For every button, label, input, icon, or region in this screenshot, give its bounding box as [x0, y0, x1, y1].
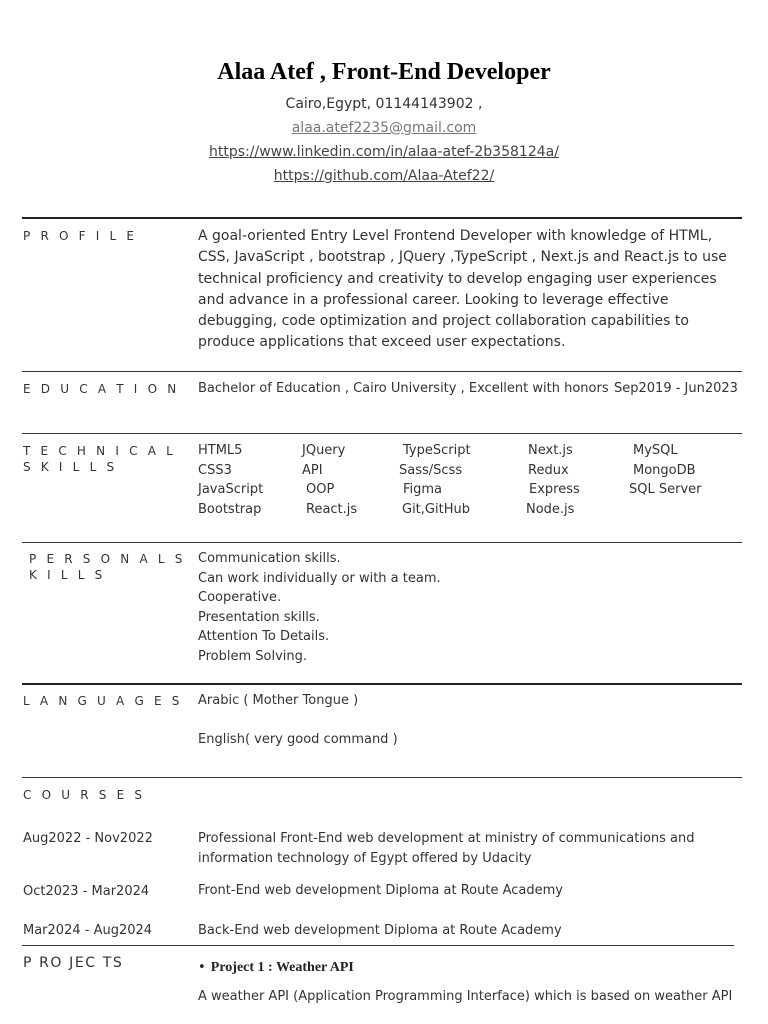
- bullet-icon: •: [198, 960, 206, 975]
- list-item: Cooperative.: [198, 590, 282, 606]
- skills-column-2: [302, 441, 357, 519]
- skill-item: Next.js: [528, 443, 573, 458]
- skill-item: OOP: [306, 482, 335, 498]
- skill-item: React.js: [306, 501, 358, 517]
- course-description: Front-End web development Diploma at Route Academy: [198, 883, 563, 898]
- education-heading: E D U C A T I O N: [23, 382, 180, 396]
- course-dates: Mar2024 - Aug2024: [23, 923, 153, 938]
- skill-item: Sass/Scss: [399, 462, 463, 478]
- skills-column-1: [198, 441, 263, 519]
- divider: [22, 777, 742, 778]
- divider: [22, 217, 742, 219]
- profile-heading: P R O F I L E: [23, 229, 138, 243]
- skill-item: Node.js: [526, 501, 575, 517]
- skill-item: MongoDB: [633, 462, 696, 478]
- skill-item: TypeScript: [403, 443, 471, 458]
- course-dates: Aug2022 - Nov2022: [23, 831, 153, 846]
- resume-name: Alaa Atef , Front-End Developer: [217, 59, 551, 85]
- list-item: Problem Solving.: [198, 648, 308, 664]
- list-item: Communication skills.: [198, 551, 341, 566]
- divider: [22, 433, 742, 434]
- course-description: [198, 829, 695, 868]
- skill-item: Figma: [403, 482, 443, 498]
- divider: [22, 371, 742, 372]
- list-item: Presentation skills.: [198, 609, 320, 625]
- project-description: A weather API (Application Programming Interface) which is based on weather API: [198, 989, 733, 1004]
- technical-skills-heading: T E C H N I C A L S K I L L S: [23, 444, 177, 474]
- skill-item: HTML5: [198, 443, 243, 458]
- location-phone: Cairo,Egypt, 01144143902 ,: [285, 96, 483, 112]
- linkedin-link[interactable]: https://www.linkedin.com/in/alaa-atef-2b358124a/: [209, 144, 559, 160]
- projects-heading: P RO JEC TS: [23, 955, 124, 971]
- personal-skills-heading: P E R S O N A L S K I L L S: [29, 552, 186, 582]
- divider: [22, 542, 742, 543]
- divider: [22, 945, 734, 946]
- list-item: Attention To Details.: [198, 629, 330, 645]
- course-line: Professional Front-End web development at ministry of communications and: [198, 831, 695, 846]
- divider: [22, 683, 742, 685]
- language-item: Arabic ( Mother Tongue ): [198, 693, 359, 708]
- skill-item: Bootstrap: [198, 501, 262, 517]
- skill-item: MySQL: [633, 443, 678, 458]
- list-item: Can work individually or with a team.: [198, 570, 441, 586]
- skill-item: API: [302, 462, 323, 478]
- language-item: English( very good command ): [198, 732, 398, 747]
- email-link[interactable]: alaa.atef2235@gmail.com: [291, 120, 477, 136]
- courses-heading: C O U R S E S: [23, 788, 146, 802]
- skills-column-5: [629, 441, 702, 500]
- skills-column-3: [399, 441, 471, 519]
- skill-item: CSS3: [198, 462, 232, 478]
- personal-skills-list: [198, 549, 441, 667]
- education-dates: Sep2019 - Jun2023: [614, 381, 738, 396]
- skill-item: Git,GitHub: [402, 501, 470, 517]
- skill-item: SQL Server: [629, 482, 702, 498]
- languages-heading: L A N G U A G E S: [23, 694, 183, 708]
- project-item: [198, 956, 354, 976]
- education-degree: Bachelor of Education , Cairo University , Excellent with honors: [198, 381, 609, 396]
- profile-text: A goal-oriented Entry Level Frontend Developer with knowledge of HTML, CSS, JavaScript , bootstrap , JQuery ,TypeScript , Next.js and React.js to use technical proficiency and creativity to develop engaging user experiences and advance in a professional career. Looking to leverage effective debugging, code optimization and project collaboration capabilities to produce applications that exceed user expectations.: [198, 228, 727, 351]
- skill-item: JavaScript: [198, 482, 264, 498]
- project-title: Project 1 : Weather API: [210, 960, 354, 975]
- skill-item: Express: [529, 482, 580, 498]
- course-line: information technology of Egypt offered by Udacity: [198, 850, 532, 866]
- skills-column-4: [526, 441, 580, 519]
- course-description: Back-End web development Diploma at Route Academy: [198, 923, 562, 938]
- course-dates: Oct2023 - Mar2024: [23, 884, 150, 899]
- skill-item: JQuery: [302, 443, 346, 458]
- github-link[interactable]: https://github.com/Alaa-Atef22/: [273, 168, 495, 184]
- skill-item: Redux: [528, 462, 569, 478]
